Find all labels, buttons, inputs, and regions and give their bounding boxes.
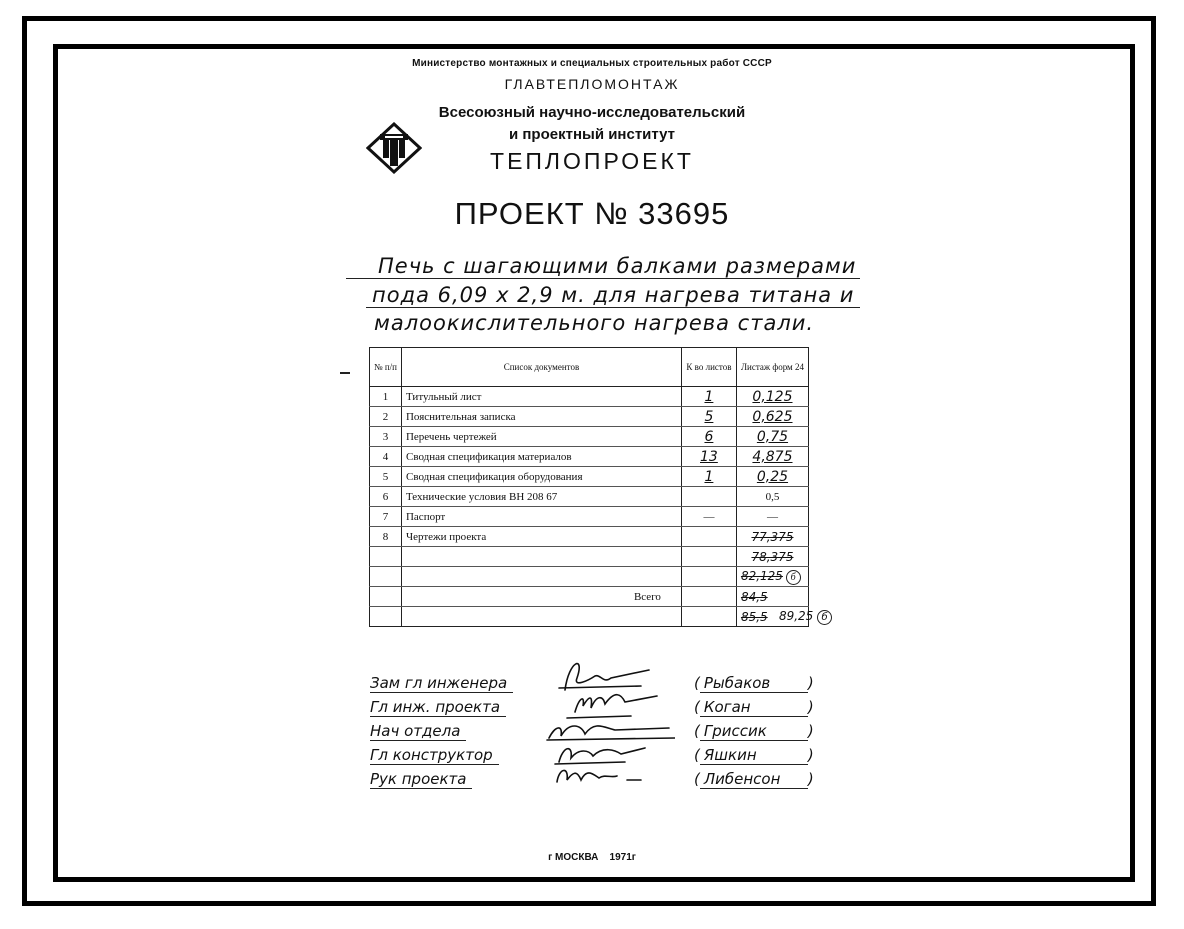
struck-value: 77,375	[751, 529, 794, 544]
row-forms: 0,75	[736, 427, 808, 447]
ministry-name: Министерство монтажных и специальных строительных работ СССР	[412, 58, 772, 69]
signature-name: ( Либенсон )	[694, 770, 814, 788]
header-sheets: К во листов	[681, 348, 736, 387]
row-forms: 0,25	[736, 467, 808, 487]
footer-year: 1971г	[609, 852, 636, 863]
table-row	[370, 567, 809, 587]
header-forms: Листаж форм 24	[736, 348, 808, 387]
signature-role: Рук проекта	[370, 770, 472, 789]
institute-line-2: и проектный институт	[508, 126, 675, 143]
documents-table	[369, 347, 828, 627]
table-header-row	[370, 348, 809, 387]
table-row-total	[370, 587, 809, 607]
project-number: ПРОЕКТ № 33695	[454, 196, 730, 231]
table-row-total-final	[370, 607, 809, 627]
revision-mark: б	[817, 610, 832, 625]
header-num: № п/п	[370, 348, 402, 387]
organization-name: ТЕПЛОПРОЕКТ	[490, 148, 694, 174]
table-row	[370, 387, 809, 407]
table-row	[370, 447, 809, 467]
row-num: 4	[370, 447, 402, 467]
table-row	[370, 427, 809, 447]
table-row	[370, 547, 809, 567]
margin-dash	[340, 372, 350, 374]
project-description-line-2: пода 6,09 х 2,9 м. для нагрева титана и	[366, 283, 860, 308]
row-num: 2	[370, 407, 402, 427]
row-sheets: 1	[681, 387, 736, 407]
institute-line-1: Всесоюзный научно-исследовательский	[438, 104, 746, 121]
row-forms: 4,875	[736, 447, 808, 467]
struck-value: 82,125	[740, 568, 783, 583]
handwritten-signatures	[545, 650, 675, 800]
signature-role: Гл конструктор	[370, 746, 499, 765]
total-forms-final	[736, 607, 828, 627]
glav-name: ГЛАВТЕПЛОМОНТАЖ	[504, 76, 680, 92]
row-name: Сводная спецификация оборудования	[401, 467, 681, 487]
row-sheets: 13	[681, 447, 736, 467]
row-forms: 0,125	[736, 387, 808, 407]
row-name: Чертежи проекта	[401, 527, 681, 547]
row-sheets: 6	[681, 427, 736, 447]
row-forms	[736, 547, 808, 567]
row-forms	[736, 567, 808, 587]
signature-name: ( Рыбаков )	[694, 674, 814, 692]
total-forms	[736, 587, 808, 607]
footer-place-date	[0, 852, 1184, 863]
row-sheets: —	[681, 507, 736, 527]
struck-value: 78,375	[751, 549, 794, 564]
row-name: Перечень чертежей	[401, 427, 681, 447]
table-row	[370, 467, 809, 487]
total-final-value: 89,25	[778, 609, 814, 623]
signature-role: Гл инж. проекта	[370, 698, 506, 717]
teploproekt-logo-icon	[366, 122, 422, 174]
row-forms: —	[736, 507, 808, 527]
row-name: Титульный лист	[401, 387, 681, 407]
revision-mark: б	[786, 570, 801, 585]
total-label: Всего	[401, 587, 681, 607]
row-sheets: 5	[681, 407, 736, 427]
struck-value: 84,5	[740, 589, 768, 604]
header-doc: Список документов	[401, 348, 681, 387]
row-num: 5	[370, 467, 402, 487]
row-num: 3	[370, 427, 402, 447]
row-forms	[736, 527, 808, 547]
row-name: Технические условия ВН 208 67	[401, 487, 681, 507]
footer-city: г МОСКВА	[548, 852, 599, 863]
table-row	[370, 407, 809, 427]
row-num: 7	[370, 507, 402, 527]
signature-role: Зам гл инженера	[370, 674, 513, 693]
signature-name: ( Гриссик )	[694, 722, 814, 740]
row-name: Пояснительная записка	[401, 407, 681, 427]
row-forms: 0,5	[736, 487, 808, 507]
row-name: Паспорт	[401, 507, 681, 527]
table-row	[370, 507, 809, 527]
project-description-line-1: Печь с шагающими балками размерами	[346, 254, 860, 279]
project-description-line-3: малоокислительного нагрева стали.	[374, 311, 815, 335]
table-row	[370, 487, 809, 507]
row-sheets	[681, 527, 736, 547]
signature-name: ( Яшкин )	[694, 746, 814, 764]
row-num: 6	[370, 487, 402, 507]
table-row	[370, 527, 809, 547]
signature-name: ( Коган )	[694, 698, 814, 716]
row-num: 1	[370, 387, 402, 407]
struck-value: 85,5	[740, 609, 768, 624]
signature-role: Нач отдела	[370, 722, 466, 741]
row-num: 8	[370, 527, 402, 547]
row-sheets	[681, 487, 736, 507]
row-sheets: 1	[681, 467, 736, 487]
row-forms: 0,625	[736, 407, 808, 427]
row-name: Сводная спецификация материалов	[401, 447, 681, 467]
